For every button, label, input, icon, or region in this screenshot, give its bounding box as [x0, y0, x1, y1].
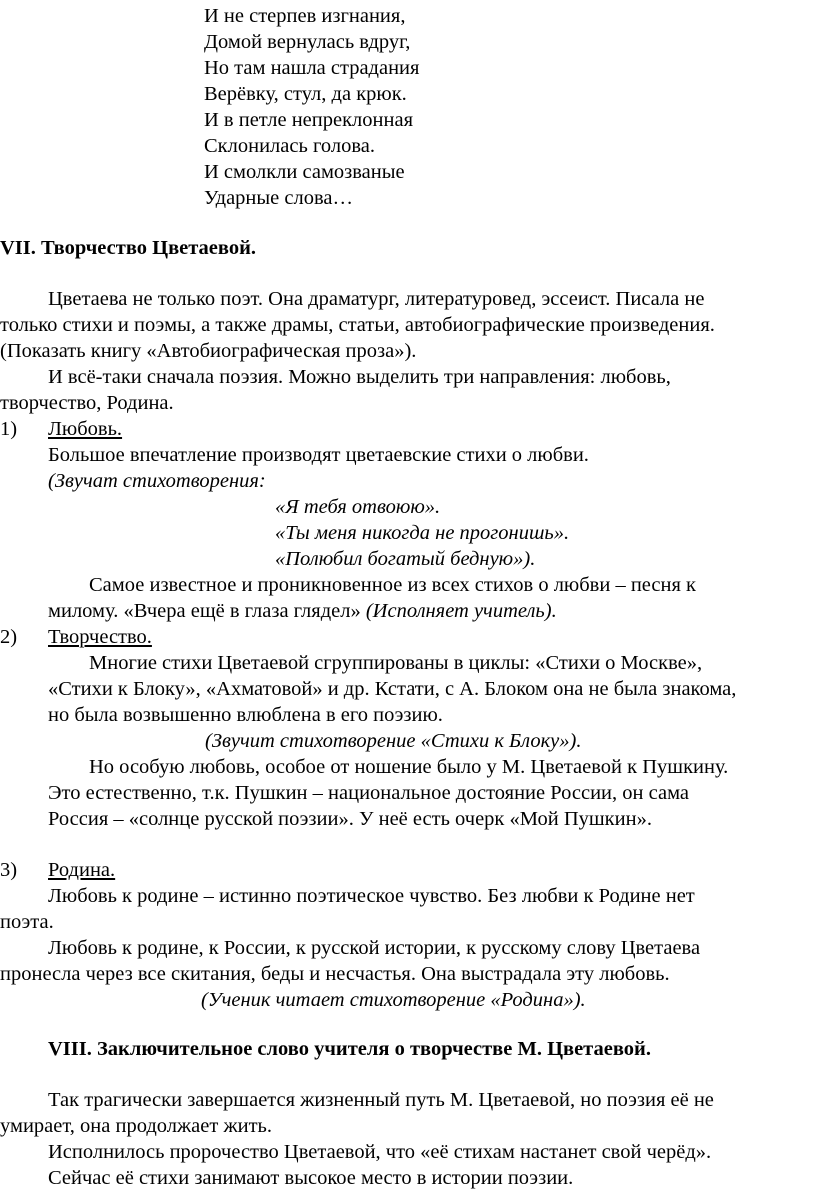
section-7-heading: VII. Творчество Цветаевой. — [0, 237, 257, 259]
paragraph-line: Россия – «солнце русской поэзии». У неё есть очерк «Мой Пушкин». — [48, 808, 652, 830]
section-8-heading: VIII. Заключительное слово учителя о творчестве М. Цветаевой. — [48, 1038, 651, 1060]
poem-title: «Я тебя отвоюю». — [275, 496, 441, 518]
paragraph-line: пронесла через все скитания, беды и несчастья. Она выстрадала эту любовь. — [0, 963, 670, 985]
list-number: 2) — [0, 626, 18, 648]
poem-line: И в петле непреклонная — [204, 109, 414, 131]
poem-line: И не стерпев изгнания, — [204, 5, 406, 27]
stage-note: (Ученик читает стихотворение «Родина»). — [201, 989, 586, 1011]
paragraph-line: Многие стихи Цветаевой сгруппированы в циклы: «Стихи о Москве», — [89, 652, 703, 674]
list-title-creativity: Творчество. — [48, 626, 152, 648]
list-title-homeland: Родина. — [48, 859, 116, 881]
stage-note: (Звучат стихотворения: — [48, 470, 266, 492]
paragraph-line: Цветаева не только поэт. Она драматург, литературовед, эссеист. Писала не — [48, 288, 705, 310]
paragraph-line: Самое известное и проникновенное из всех стихов о любви – песня к — [89, 574, 696, 596]
paragraph-line: Это естественно, т.к. Пушкин – национальное достояние России, он сама — [48, 782, 690, 804]
paragraph-line: Так трагически завершается жизненный путь М. Цветаевой, но поэзия её не — [48, 1089, 714, 1111]
list-title-love: Любовь. — [48, 418, 123, 440]
poem-title: «Полюбил богатый бедную»). — [275, 548, 536, 570]
list-number: 3) — [0, 859, 18, 881]
poem-line: Верёвку, стул, да крюк. — [204, 83, 407, 105]
paragraph-line: И всё-таки сначала поэзия. Можно выделить три направления: любовь, — [48, 366, 671, 388]
poem-line: Ударные слова… — [204, 187, 353, 209]
paragraph-line — [48, 598, 557, 624]
poem-line: Склонилась голова. — [204, 135, 375, 157]
paragraph-line: Сейчас её стихи занимают высокое место в истории поэзии. — [48, 1167, 574, 1189]
poem-title: «Ты меня никогда не прогонишь». — [275, 522, 570, 544]
paragraph-line: творчество, Родина. — [0, 392, 174, 414]
paragraph-line: «Стихи к Блоку», «Ахматовой» и др. Кстати, с А. Блоком она не была знакома, — [48, 678, 737, 700]
paragraph-line: (Показать книгу «Автобиографическая проза»). — [0, 340, 417, 362]
paragraph-line: поэта. — [0, 911, 54, 933]
song-text: милому. «Вчера ещё в глаза глядел» — [48, 600, 361, 622]
paragraph-line: Но особую любовь, особое от ношение было у М. Цветаевой к Пушкину. — [89, 756, 729, 778]
paragraph-line: Большое впечатление производят цветаевские стихи о любви. — [48, 444, 589, 466]
paragraph-line: но была возвышенно влюблена в его поэзию. — [48, 704, 443, 726]
poem-line: И смолкли самозваные — [204, 161, 405, 183]
paragraph-line: Любовь к родине – истинно поэтическое чувство. Без любви к Родине нет — [48, 885, 695, 907]
stage-note: (Звучит стихотворение «Стихи к Блоку»). — [205, 730, 582, 752]
poem-line: Домой вернулась вдруг, — [204, 31, 411, 53]
poem-line: Но там нашла страдания — [204, 57, 420, 79]
paragraph-line: Любовь к родине, к России, к русской истории, к русскому слову Цветаева — [48, 937, 701, 959]
paragraph-line: только стихи и поэмы, а также драмы, статьи, автобиографические произведения. — [0, 314, 715, 336]
stage-note: (Исполняет учитель). — [365, 600, 557, 622]
paragraph-line: Исполнилось пророчество Цветаевой, что «её стихам настанет свой черёд». — [48, 1141, 712, 1163]
list-number: 1) — [0, 418, 18, 440]
paragraph-line: умирает, она продолжает жить. — [0, 1115, 273, 1137]
